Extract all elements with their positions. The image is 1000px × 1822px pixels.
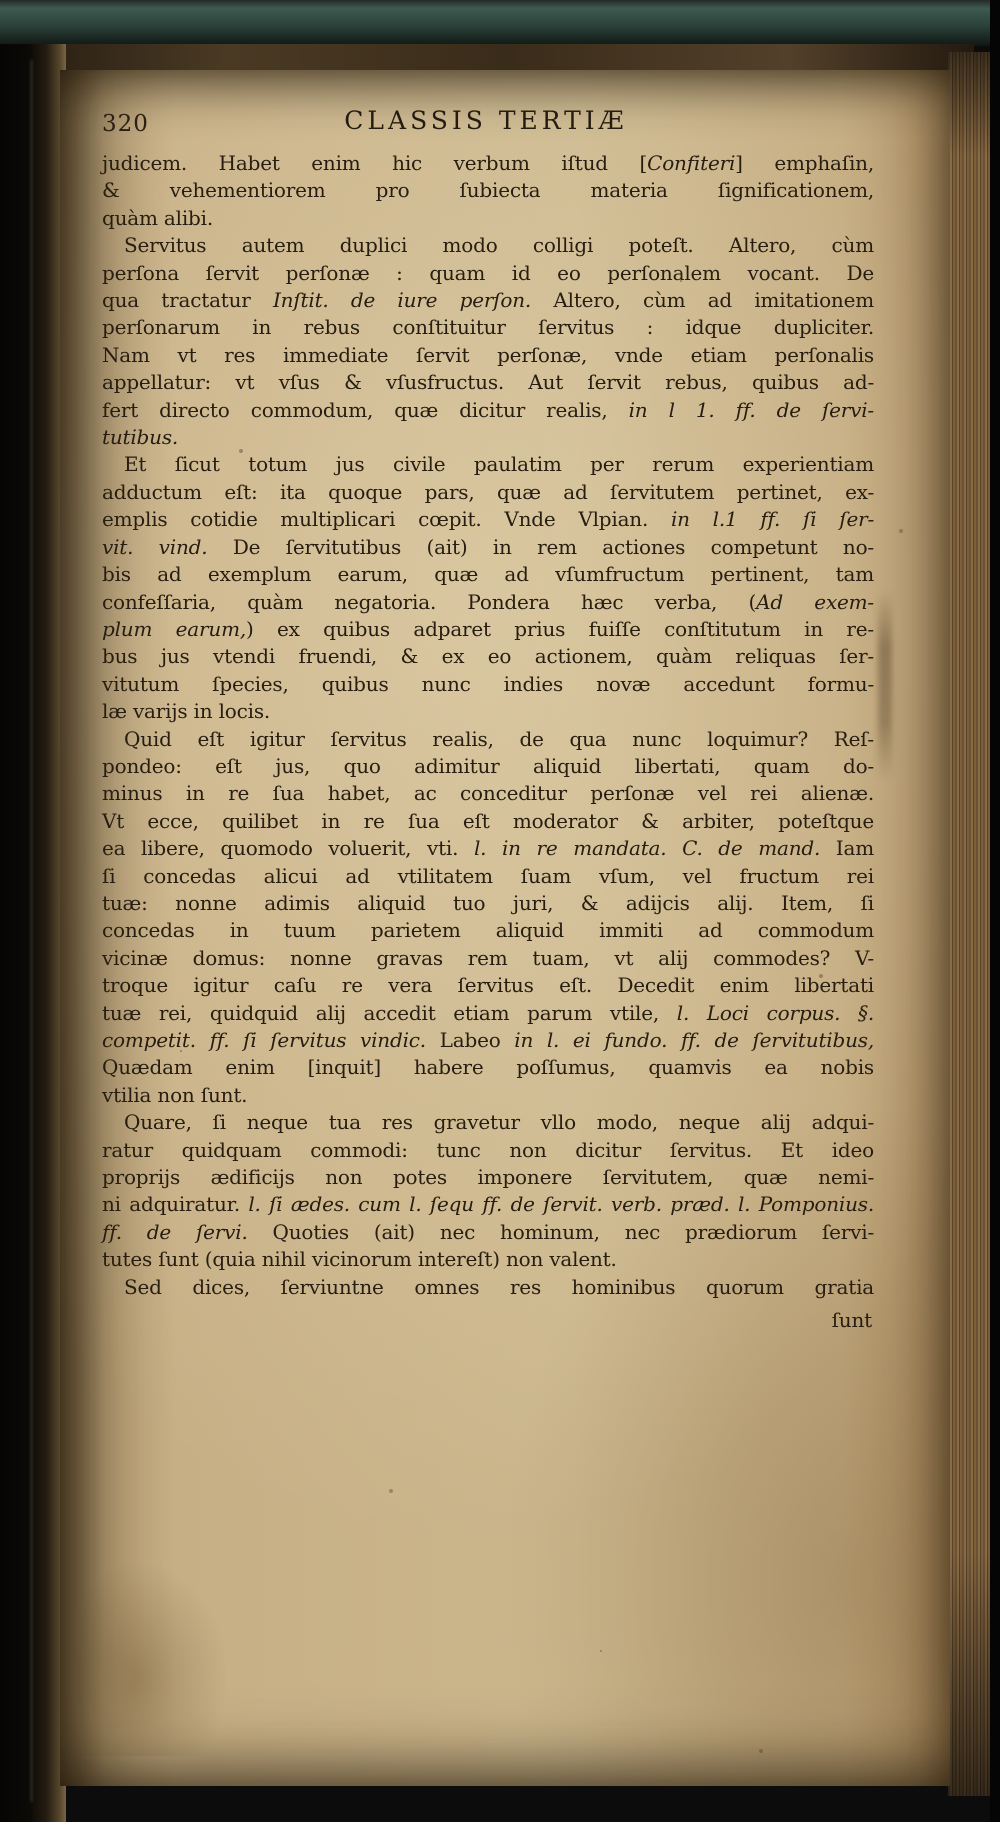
- text-line: tuæ rei, quidquid alij accedit etiam parum vtile, l. Loci corpus. §.: [102, 1000, 874, 1025]
- text-line: ff. de ſervi. Quoties (ait) nec hominum, nec prædiorum ſervi-: [102, 1219, 874, 1244]
- page-text: [102, 150, 874, 1334]
- book-page: [60, 70, 950, 1786]
- text-line: fert directo commodum, quæ dicitur realis, in l 1. ff. de ſervi-: [102, 397, 874, 422]
- text-line: tutibus.: [102, 425, 179, 450]
- text-line: vicinæ domus: nonne gravas rem tuam, vt alij commodes? V-: [102, 945, 874, 970]
- text-line: læ varijs in locis.: [102, 699, 271, 724]
- right-shadow: [990, 0, 1000, 1822]
- page-header: [102, 106, 870, 142]
- text-line: Sed dices, ſerviuntne omnes res hominibus quorum gratia: [124, 1274, 874, 1299]
- text-line: adductum eſt: ita quoque pars, quæ ad ſervitutem pertinet, ex-: [102, 479, 874, 504]
- text-line: qua tractatur Inſtit. de iure perſon. Altero, cùm ad imitationem: [102, 288, 874, 313]
- text-line: competit. ff. ſi ſervitus vindic. Labeo in l. ei fundo. ff. de ſervitutibus,: [102, 1028, 874, 1052]
- text-line: Servitus autem duplici modo colligi poteſt. Altero, cùm: [124, 233, 874, 258]
- text-line: Quid eſt igitur ſervitus realis, de qua nunc loquimur? Reſ-: [124, 726, 874, 751]
- text-line: bus jus vtendi fruendi, & ex eo actionem, quàm reliquas ſer-: [102, 644, 874, 669]
- text-line: vtilia non ſunt.: [102, 1082, 248, 1107]
- text-line: vit. vind. De ſervitutibus (ait) in rem actiones competunt no-: [102, 534, 874, 559]
- text-line: Quædam enim [inquit] habere poſſumus, quamvis ea nobis: [102, 1055, 874, 1080]
- book-cover-top-edge: [0, 0, 1000, 46]
- text-line: troque igitur caſu re vera ſervitus eſt. Decedit enim libertati: [102, 973, 874, 998]
- text-line: plum earum,) ex quibus adparet prius fuiſſe conſtitutum in re-: [102, 616, 874, 641]
- page-number: 320: [102, 111, 149, 137]
- text-line: ni adquiratur. l. ſi ædes. cum l. ſequ ff. de ſervit. verb. præd. l. Pomponius.: [102, 1192, 874, 1217]
- text-line: pondeo: eſt jus, quo adimitur aliquid libertati, quam do-: [102, 753, 874, 778]
- text-line: tuæ: nonne adimis aliquid tuo juri, & adijcis alij. Item, ſi: [102, 890, 874, 915]
- text-line: Vt ecce, quilibet in re ſua eſt moderator & arbiter, poteſtque: [102, 808, 874, 833]
- text-line: perſona ſervit perſonæ : quam id eo perſonalem vocant. De: [102, 260, 874, 285]
- text-line: emplis cotidie multiplicari cœpit. Vnde Vlpian. in l.1 ff. ſi ſer-: [102, 507, 874, 532]
- text-line: ratur quidquam commodi: tunc non dicitur ſervitus. Et ideo: [102, 1137, 874, 1162]
- book-gutter-shadow: [0, 44, 66, 1822]
- running-title: CLASSIS TERTIÆ: [344, 106, 628, 135]
- text-line: Nam vt res immediate ſervit perſonæ, vnde etiam perſonalis: [102, 342, 874, 367]
- text-line: Quare, ſi neque tua res gravetur vllo modo, neque alij adqui-: [124, 1110, 874, 1135]
- text-line: Et ſicut totum jus civile paulatim per rerum experientiam: [124, 452, 874, 477]
- text-line: ſi concedas alicui ad vtilitatem ſuam vſum, vel fructum rei: [102, 863, 874, 888]
- catchword: ſunt: [831, 1308, 872, 1333]
- text-line: concedas in tuum parietem aliquid immiti ad commodum: [102, 918, 874, 943]
- text-line: proprijs ædificijs non potes imponere ſervitutem, quæ nemi-: [102, 1165, 874, 1190]
- text-line: judicem. Habet enim hic verbum iſtud [Confiteri] emphaſin,: [102, 151, 875, 175]
- text-line: appellatur: vt vſus & vſusfructus. Aut ſervit rebus, quibus ad-: [102, 370, 874, 395]
- paper-specks: [60, 70, 62, 72]
- text-line: minus in re ſua habet, ac conceditur perſonæ vel rei alienæ.: [102, 781, 874, 806]
- text-line: vitutum ſpecies, quibus nunc indies novæ accedunt formu-: [102, 671, 874, 696]
- text-line: & vehementiorem pro ſubiecta materia ſignificationem,: [102, 178, 874, 203]
- text-line: bis ad exemplum earum, quæ ad vſumfructum pertinent, tam: [102, 562, 874, 587]
- paper-stain: [78, 1496, 278, 1756]
- text-line: quàm alibi.: [102, 205, 214, 230]
- text-line: ea libere, quomodo voluerit, vti. l. in re mandata. C. de mand. Iam: [102, 836, 874, 861]
- text-line: confeſſaria, quàm negatoria. Pondera hæc verba, (Ad exem-: [102, 589, 874, 614]
- text-line: perſonarum in rebus conſtituitur ſervitus : idque dupliciter.: [102, 315, 874, 340]
- page-lines: [102, 150, 874, 1301]
- text-line: tutes ſunt (quia nihil vicinorum intereſt) non valent.: [102, 1247, 617, 1272]
- ink-smudge: [878, 590, 892, 780]
- page-fore-edges: [948, 52, 992, 1796]
- gutter-page-edge-highlight: [30, 60, 33, 1802]
